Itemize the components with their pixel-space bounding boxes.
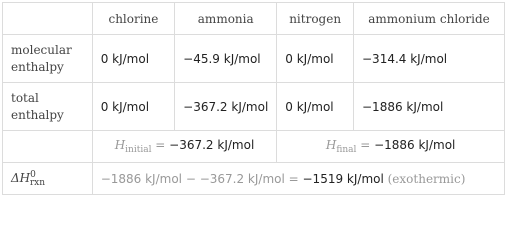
reaction-enthalpy-value-cell	[92, 163, 504, 195]
initial-enthalpy-cell	[92, 131, 277, 163]
initial-final-row	[3, 131, 505, 163]
column-header-ammonia: ammonia	[175, 3, 277, 35]
final-value: −1886 kJ/mol	[374, 138, 456, 152]
row-label-line1: molecular	[11, 42, 72, 57]
column-header-ammonium-chloride: ammonium chloride	[354, 3, 505, 35]
reaction-expression: −1886 kJ/mol − −367.2 kJ/mol =	[100, 171, 303, 186]
molecular-enthalpy-chlorine: 0 kJ/mol	[92, 35, 174, 83]
total-enthalpy-ammonium-chloride: −1886 kJ/mol	[354, 83, 505, 131]
molecular-enthalpy-nitrogen: 0 kJ/mol	[277, 35, 354, 83]
initial-equals: =	[151, 138, 170, 152]
final-enthalpy-cell	[277, 131, 505, 163]
delta-h-subscript: rxn	[29, 177, 46, 188]
initial-symbol: H	[114, 138, 126, 152]
delta-h-superscript: 0	[30, 169, 36, 180]
column-header-nitrogen: nitrogen	[277, 3, 354, 35]
delta-h-symbol: ΔH	[11, 170, 31, 185]
molecular-enthalpy-row	[3, 35, 505, 83]
reaction-result: −1519 kJ/mol	[302, 171, 384, 186]
reaction-enthalpy-row	[3, 163, 505, 195]
header-empty-cell	[3, 3, 93, 35]
total-enthalpy-row	[3, 83, 505, 131]
initial-final-empty-cell	[3, 131, 93, 163]
molecular-enthalpy-ammonia: −45.9 kJ/mol	[175, 35, 277, 83]
final-equals: =	[356, 138, 375, 152]
initial-value: −367.2 kJ/mol	[169, 138, 255, 152]
final-symbol: H	[325, 138, 337, 152]
reaction-enthalpy-label-cell	[3, 163, 93, 195]
molecular-enthalpy-ammonium-chloride: −314.4 kJ/mol	[354, 35, 505, 83]
total-enthalpy-ammonia: −367.2 kJ/mol	[175, 83, 277, 131]
final-subscript: final	[336, 145, 357, 155]
row-label-molecular-enthalpy	[3, 35, 93, 83]
column-header-chlorine: chlorine	[92, 3, 174, 35]
total-enthalpy-nitrogen: 0 kJ/mol	[277, 83, 354, 131]
header-row	[3, 3, 505, 35]
enthalpy-table-container	[2, 2, 505, 195]
reaction-note: (exothermic)	[383, 171, 466, 186]
enthalpy-table	[2, 2, 505, 195]
row-label-line2: enthalpy	[11, 59, 64, 74]
row-label-line1: total	[11, 90, 39, 105]
row-label-line2: enthalpy	[11, 107, 64, 122]
initial-subscript: initial	[125, 145, 152, 155]
row-label-total-enthalpy	[3, 83, 93, 131]
total-enthalpy-chlorine: 0 kJ/mol	[92, 83, 174, 131]
